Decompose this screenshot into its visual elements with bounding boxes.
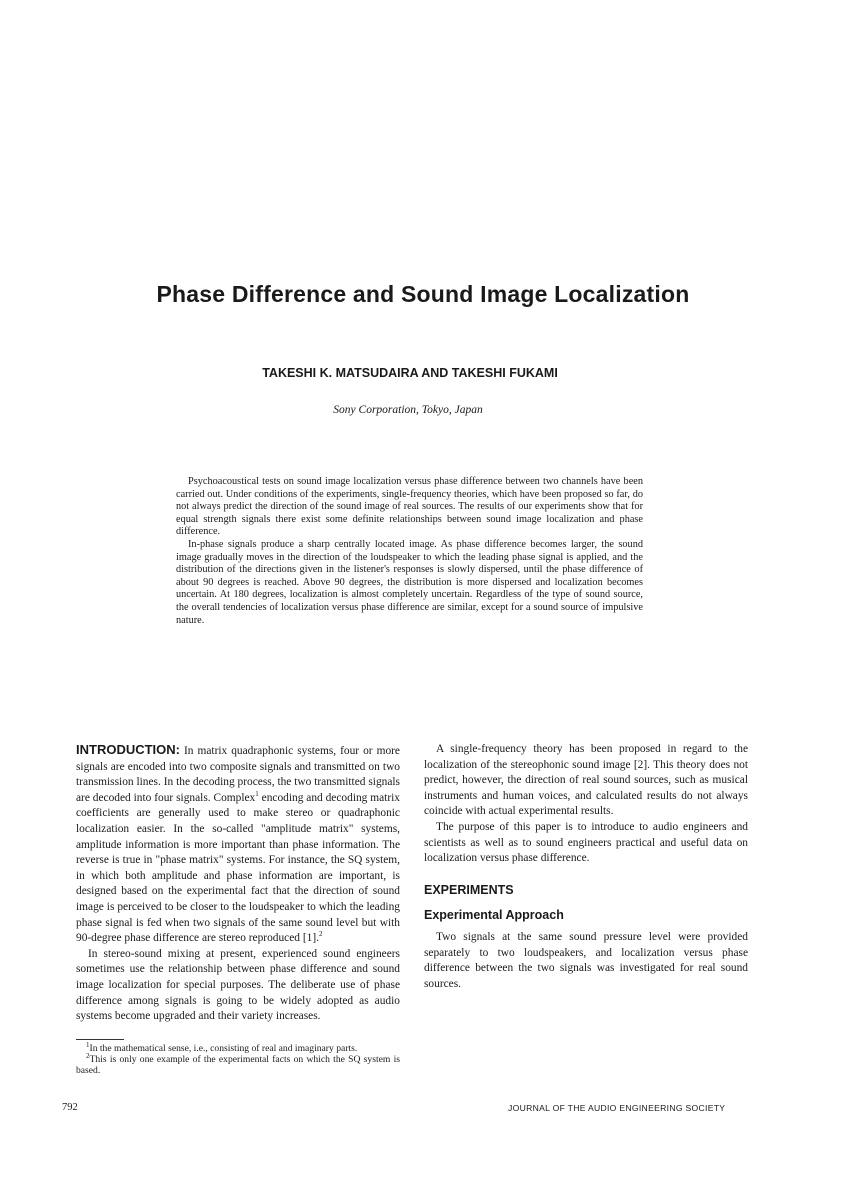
- right-column: [424, 742, 748, 992]
- experiments-paragraph-1: Two signals at the same sound pressure level were provided separately to two loudspeakers, and localization versus phase difference between the two signals was investigated for real sound sources.: [424, 930, 748, 990]
- intro-paragraph-4: The purpose of this paper is to introduce to audio engineers and scientists as well as to sound engineers practical and useful data on localization versus phase difference.: [424, 820, 748, 865]
- experimental-approach-heading: Experimental Approach: [424, 908, 564, 923]
- footnote-2-mark: 2: [86, 1051, 90, 1060]
- intro-text-a: In matrix quadraphonic systems, four or more signals are encoded into two composite signals and transmitted on two transmission lines. In the decoding process, the two transmitted signals are decoded into four signals. Complex: [76, 745, 400, 804]
- footnote-rule: [76, 1039, 124, 1040]
- authors: TAKESHI K. MATSUDAIRA AND TAKESHI FUKAMI: [262, 366, 558, 380]
- intro-paragraph-1: [76, 742, 400, 947]
- footnote-2-text: This is only one example of the experimental facts on which the SQ system is based.: [76, 1054, 400, 1076]
- abstract-paragraph-2: In-phase signals produce a sharp centrally located image. As phase difference becomes larger, the sound image gradually moves in the direction of the loudspeaker to which the leading phase signal is applied, and the distribution of the directions given in the listener's responses is slowly dispersed, until the phase difference of about 90 degrees is reached. Above 90 degrees, the distribution is more dispersed and localization becomes uncertain. At 180 degrees, localization is almost completely uncertain. Regardless of the type of sound source, the overall tendencies of localization versus phase difference are similar, except for a sound source of impulsive nature.: [176, 538, 643, 626]
- intro-heading: INTRODUCTION:: [76, 742, 180, 757]
- intro-paragraph-3: A single-frequency theory has been proposed in regard to the localization of the stereophonic sound image [2]. This theory does not predict, however, the direction of real sound sources, such as musical instruments and human voices, and calculated results do not always coincide with actual experimental results.: [424, 743, 748, 818]
- abstract: [176, 476, 643, 627]
- footnotes: [76, 1040, 400, 1076]
- experiments-heading: EXPERIMENTS: [424, 882, 514, 897]
- page-number: 792: [62, 1102, 78, 1113]
- footnote-1-mark: 1: [86, 1040, 90, 1049]
- footnote-1: [76, 1040, 400, 1054]
- footnote-ref-1: 1: [255, 789, 259, 798]
- footnote-ref-2: 2: [318, 930, 323, 939]
- affiliation: Sony Corporation, Tokyo, Japan: [333, 404, 483, 416]
- intro-text-b: encoding and decoding matrix coefficients are generally used to make stereo or quadraphonic localization easier. In the so-called "amplitude matrix" systems, amplitude information is more important than phase information. The reverse is true in "phase matrix" systems. For instance, the SQ system, in which both amplitude and phase information are important, is designed based on the experimental fact that the direction of sound image is perceived to be closer to the loudspeaker to which the leading phase signal is fed when two signals of the same sound level but with 90-degree phase difference are stereo reproduced [1].: [76, 791, 400, 945]
- footnote-2: [76, 1051, 400, 1076]
- footnote-1-text: In the mathematical sense, i.e., consisting of real and imaginary parts.: [89, 1043, 358, 1054]
- left-column: [76, 742, 400, 1025]
- journal-name: JOURNAL OF THE AUDIO ENGINEERING SOCIETY: [508, 1103, 726, 1113]
- paper-title: Phase Difference and Sound Image Localization: [156, 281, 690, 307]
- abstract-paragraph-1: Psychoacoustical tests on sound image localization versus phase difference between two channels have been carried out. Under conditions of the experiments, single-frequency theories, which have been proposed so far, do not always predict the direction of the sound image of real sources. The results of our experiments show that for equal strength signals there exist some definite relationships between sound image localization and phase difference.: [176, 476, 643, 538]
- intro-paragraph-2: In stereo-sound mixing at present, experienced sound engineers sometimes use the relationship between phase difference and sound image localization for special purposes. The deliberate use of phase difference among signals is going to be widely adopted as audio systems become upgraded and their variety increases.: [76, 947, 400, 1023]
